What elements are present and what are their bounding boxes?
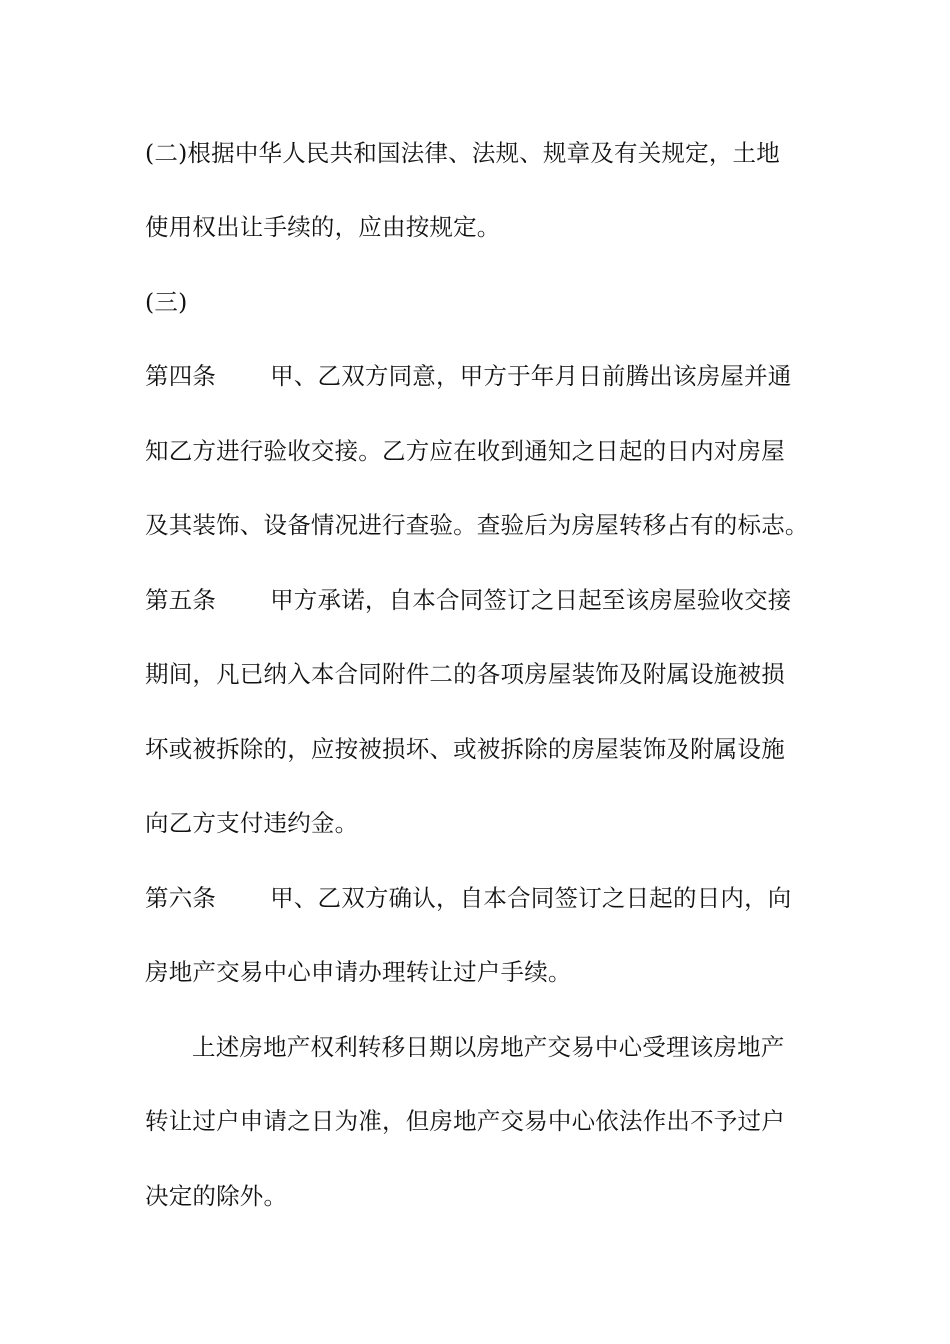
article-label: 第六条 — [145, 884, 217, 912]
line-text: 期间，凡已纳入本合同附件二的各项房屋装饰及附属设施被损 — [145, 660, 785, 688]
line-text: 知乙方进行验收交接。乙方应在收到通知之日起的日内对房屋 — [145, 437, 785, 465]
line-text: (二)根据中华人民共和国法律、法规、规章及有关规定，土地 — [145, 139, 780, 167]
article-label: 第四条 — [145, 362, 217, 390]
article-label: 第五条 — [145, 586, 217, 614]
line-text: 甲方承诺，自本合同签订之日起至该房屋验收交接 — [270, 586, 792, 614]
paragraph-line — [145, 510, 809, 540]
paragraph-line — [145, 659, 805, 689]
line-text: 及其装饰、设备情况进行查验。查验后为房屋转移占有的标志。 — [145, 511, 809, 539]
paragraph-line-indented — [192, 1032, 804, 1062]
line-text: 房地产交易中心申请办理转让过户手续。 — [145, 958, 572, 986]
paragraph-line — [145, 957, 805, 987]
line-text: 使用权出让手续的，应由按规定。 — [145, 213, 501, 241]
article-5-line — [145, 585, 805, 615]
paragraph-line — [145, 212, 805, 242]
line-text: 坏或被拆除的，应按被损坏、或被拆除的房屋装饰及附属设施 — [145, 735, 785, 763]
line-text: 甲、乙双方同意，甲方于年月日前腾出该房屋并通 — [270, 362, 792, 390]
paragraph-line — [145, 1181, 805, 1211]
paragraph-line — [145, 287, 805, 317]
paragraph-line — [145, 808, 805, 838]
line-text: 决定的除外。 — [145, 1182, 288, 1210]
line-text: 上述房地产权利转移日期以房地产交易中心受理该房地产 — [192, 1033, 785, 1061]
article-4-line — [145, 361, 805, 391]
line-text: 转让过户申请之日为准，但房地产交易中心依法作出不予过户 — [145, 1107, 785, 1135]
line-text: (三) — [145, 288, 188, 316]
paragraph-line — [145, 1106, 805, 1136]
article-6-line — [145, 883, 805, 913]
line-text: 向乙方支付违约金。 — [145, 809, 359, 837]
paragraph-line — [145, 138, 805, 168]
paragraph-line — [145, 436, 805, 466]
line-text: 甲、乙双方确认，自本合同签订之日起的日内，向 — [270, 884, 792, 912]
paragraph-line — [145, 734, 805, 764]
